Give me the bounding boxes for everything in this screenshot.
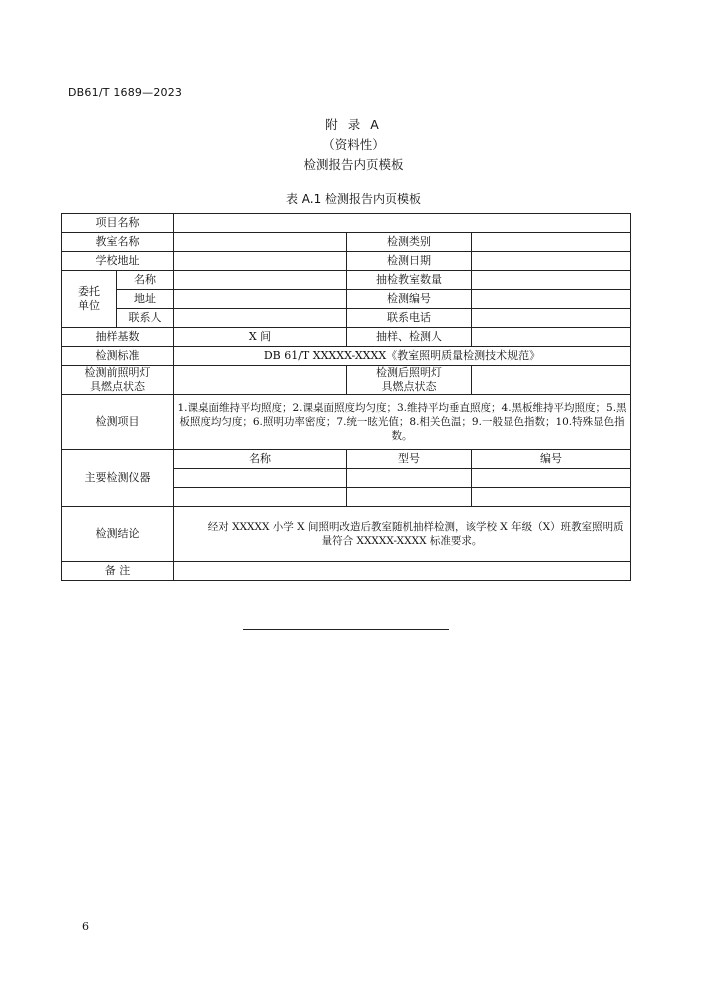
sampled-classroom-count-value [472, 271, 631, 290]
report-template-table [61, 213, 631, 581]
test-conclusion-label: 检测结论 [62, 507, 174, 562]
table-row [62, 507, 631, 562]
client-name-value [174, 271, 347, 290]
appendix-name: 检测报告内页模板 [303, 157, 404, 172]
remarks-label: 备 注 [62, 562, 174, 581]
table-row [62, 252, 631, 271]
client-name-label: 名称 [117, 271, 174, 290]
post-lighting-status-value [472, 366, 631, 395]
table-row [62, 233, 631, 252]
table-row [62, 214, 631, 233]
test-date-label: 检测日期 [347, 252, 472, 271]
test-number-value [472, 290, 631, 309]
table-row [62, 271, 631, 290]
page-number: 6 [82, 920, 89, 933]
sampling-base-value: X 间 [174, 328, 347, 347]
contact-phone-value [472, 309, 631, 328]
instrument-cell [472, 469, 631, 488]
sampler-tester-value [472, 328, 631, 347]
instrument-cell [347, 469, 472, 488]
client-unit-label: 委托 单位 [62, 271, 117, 328]
classroom-name-value [174, 233, 347, 252]
contact-person-label: 联系人 [117, 309, 174, 328]
table-row [62, 450, 631, 469]
client-address-label: 地址 [117, 290, 174, 309]
main-instruments-label: 主要检测仪器 [62, 450, 174, 507]
instrument-cell [174, 488, 347, 507]
instrument-cell [472, 488, 631, 507]
contact-phone-label: 联系电话 [347, 309, 472, 328]
sampled-classroom-count-label: 抽检教室数量 [347, 271, 472, 290]
table-row [62, 290, 631, 309]
post-lighting-status-label: 检测后照明灯 具燃点状态 [347, 366, 472, 395]
instrument-number-header: 编号 [472, 450, 631, 469]
test-number-label: 检测编号 [347, 290, 472, 309]
appendix-title: 附 录 A [325, 117, 382, 132]
table-row [62, 347, 631, 366]
table-row [62, 366, 631, 395]
school-address-value [174, 252, 347, 271]
table-caption: 表 A.1 检测报告内页模板 [285, 192, 422, 206]
test-items-label: 检测项目 [62, 395, 174, 450]
sampling-base-label: 抽样基数 [62, 328, 174, 347]
contact-person-value [174, 309, 347, 328]
test-date-value [472, 252, 631, 271]
test-standard-value: DB 61/T XXXXX-XXXX《教室照明质量检测技术规范》 [174, 347, 631, 366]
instrument-model-header: 型号 [347, 450, 472, 469]
table-row [62, 309, 631, 328]
table-row [62, 562, 631, 581]
test-category-value [472, 233, 631, 252]
test-items-value: 1.课桌面维持平均照度；2.课桌面照度均匀度；3.维持平均垂直照度；4.黑板维持平均照度；5.黑板照度均匀度；6.照明功率密度；7.统一眩光值；8.相关色温；9.一般显色指数；10.特殊显色指数。 [174, 395, 631, 450]
instrument-cell [174, 469, 347, 488]
remarks-value [174, 562, 631, 581]
instrument-cell [347, 488, 472, 507]
client-address-value [174, 290, 347, 309]
table-row [62, 395, 631, 450]
test-standard-label: 检测标准 [62, 347, 174, 366]
project-name-label: 项目名称 [62, 214, 174, 233]
sampler-tester-label: 抽样、检测人 [347, 328, 472, 347]
test-category-label: 检测类别 [347, 233, 472, 252]
classroom-name-label: 教室名称 [62, 233, 174, 252]
test-conclusion-value: 经对 XXXXX 小学 X 间照明改造后教室随机抽样检测，该学校 X 年级（X）班教室照明质量符合 XXXXX-XXXX 标准要求。 [174, 507, 631, 562]
school-address-label: 学校地址 [62, 252, 174, 271]
appendix-type: （资料性） [322, 137, 385, 152]
instrument-name-header: 名称 [174, 450, 347, 469]
end-divider-line [243, 629, 449, 630]
pre-lighting-status-label: 检测前照明灯 具燃点状态 [62, 366, 174, 395]
document-code: DB61/T 1689—2023 [68, 86, 183, 99]
project-name-value [174, 214, 631, 233]
table-row [62, 328, 631, 347]
pre-lighting-status-value [174, 366, 347, 395]
